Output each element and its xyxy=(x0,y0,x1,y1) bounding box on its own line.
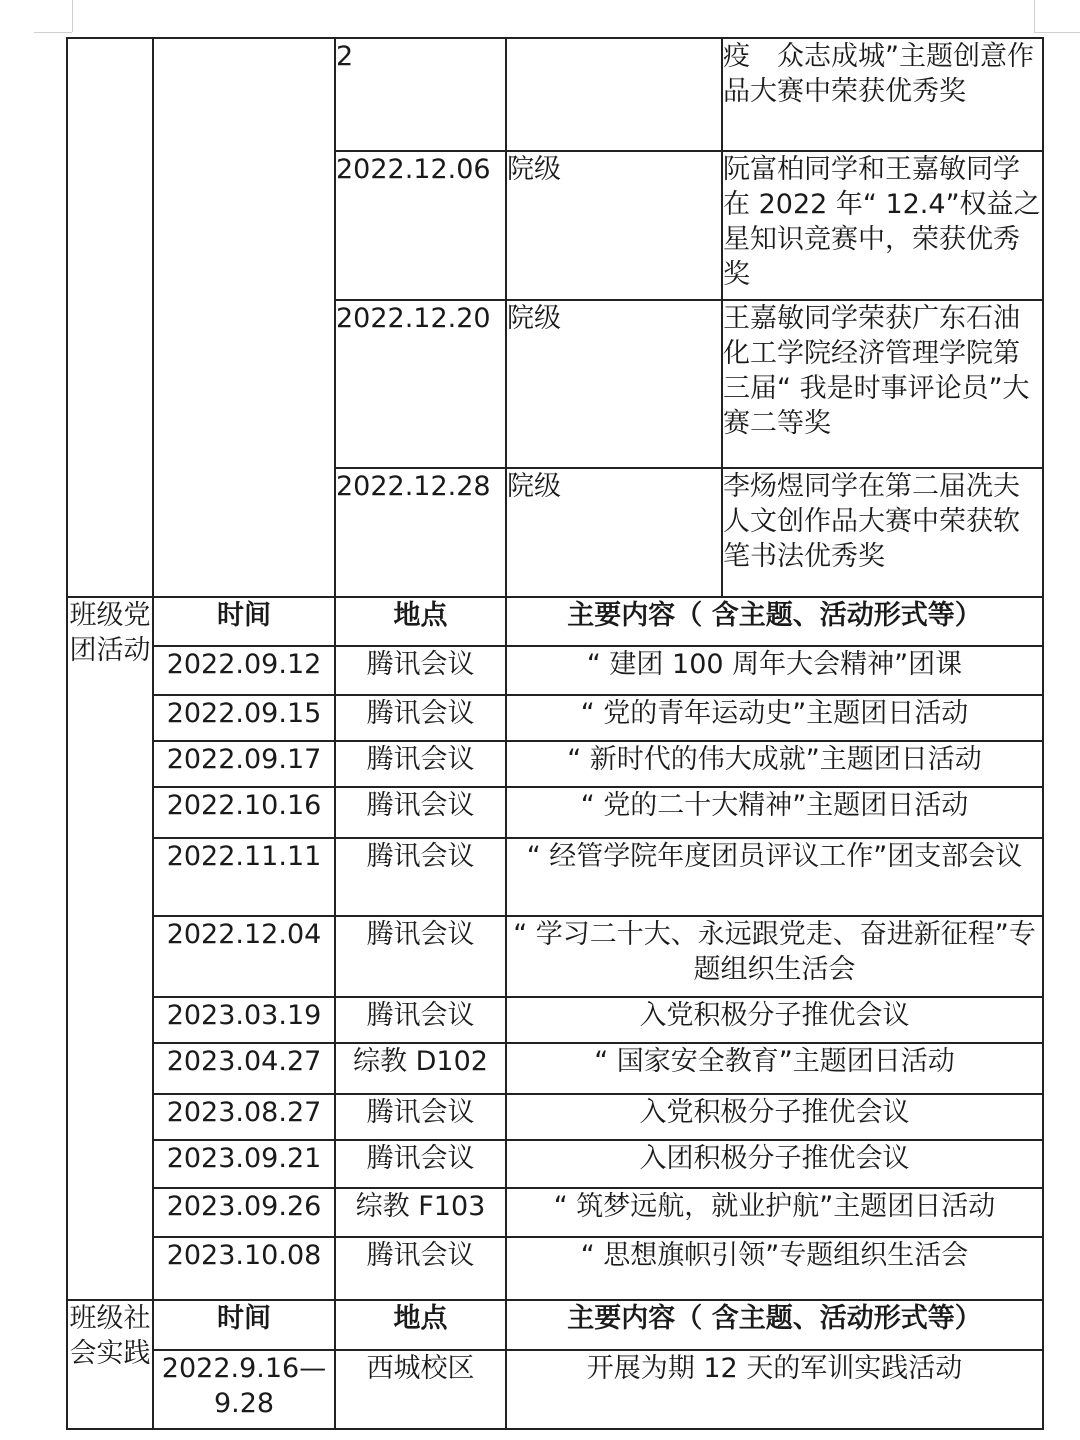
party-content: “ 学习二十大、永远跟党走、奋进新征程”专题组织生活会 xyxy=(506,916,1043,997)
award-date: 2022.12.28 xyxy=(335,468,506,597)
social-date: 2022.9.16—9.28 xyxy=(153,1350,335,1429)
award-level: 院级 xyxy=(506,151,722,300)
crop-mark-left-h xyxy=(34,32,72,33)
social-place: 西城校区 xyxy=(335,1350,506,1429)
party-row xyxy=(67,1094,1043,1140)
party-row xyxy=(67,787,1043,838)
crop-mark-left xyxy=(72,0,73,32)
party-date: 2022.12.04 xyxy=(153,916,335,997)
party-row xyxy=(67,1140,1043,1188)
party-content: “ 筑梦远航，就业护航”主题团日活动 xyxy=(506,1188,1043,1237)
award-description: 李炀煜同学在第二届冼夫人文创作品大赛中荣获软笔书法优秀奖 xyxy=(722,468,1043,597)
party-row xyxy=(67,741,1043,787)
party-place: 腾讯会议 xyxy=(335,787,506,838)
award-description: 王嘉敏同学荣获广东石油化工学院经济管理学院第三届“ 我是时事评论员”大赛二等奖 xyxy=(722,300,1043,468)
party-row xyxy=(67,838,1043,916)
party-place: 综教 F103 xyxy=(335,1188,506,1237)
party-place: 腾讯会议 xyxy=(335,916,506,997)
party-section-label: 班级党团活动 xyxy=(67,597,153,1300)
party-place: 腾讯会议 xyxy=(335,1237,506,1300)
party-place: 腾讯会议 xyxy=(335,1140,506,1188)
party-content: “ 经管学院年度团员评议工作”团支部会议 xyxy=(506,838,1043,916)
party-place: 腾讯会议 xyxy=(335,997,506,1043)
award-description: 阮富柏同学和王嘉敏同学在 2022 年“ 12.4”权益之星知识竞赛中，荣获优秀奖 xyxy=(722,151,1043,300)
party-content: “ 党的二十大精神”主题团日活动 xyxy=(506,787,1043,838)
awards-section-label-cell xyxy=(67,38,153,597)
party-place: 腾讯会议 xyxy=(335,741,506,787)
party-place: 腾讯会议 xyxy=(335,695,506,741)
header-place: 地点 xyxy=(335,597,506,646)
party-row xyxy=(67,1237,1043,1300)
party-place: 腾讯会议 xyxy=(335,1094,506,1140)
party-row xyxy=(67,916,1043,997)
header-place: 地点 xyxy=(335,1300,506,1350)
award-date: 2 xyxy=(335,38,506,151)
award-row xyxy=(67,38,1043,151)
party-date: 2023.03.19 xyxy=(153,997,335,1043)
party-place: 综教 D102 xyxy=(335,1043,506,1094)
social-row xyxy=(67,1350,1043,1429)
party-date: 2022.09.17 xyxy=(153,741,335,787)
party-content: “ 思想旗帜引领”专题组织生活会 xyxy=(506,1237,1043,1300)
party-row xyxy=(67,1188,1043,1237)
award-level: 院级 xyxy=(506,300,722,468)
header-time: 时间 xyxy=(153,597,335,646)
awards-empty-cell xyxy=(153,38,335,597)
social-header-row xyxy=(67,1300,1043,1350)
header-content: 主要内容（ 含主题、活动形式等） xyxy=(506,597,1043,646)
social-section-label: 班级社会实践 xyxy=(67,1300,153,1429)
activity-table xyxy=(66,37,1044,1430)
party-content: 入党积极分子推优会议 xyxy=(506,997,1043,1043)
party-row xyxy=(67,695,1043,741)
header-time: 时间 xyxy=(153,1300,335,1350)
party-date: 2022.10.16 xyxy=(153,787,335,838)
party-date: 2023.09.26 xyxy=(153,1188,335,1237)
award-level xyxy=(506,38,722,151)
party-row xyxy=(67,1043,1043,1094)
party-row xyxy=(67,997,1043,1043)
social-content: 开展为期 12 天的军训实践活动 xyxy=(506,1350,1043,1429)
party-content: “ 建团 100 周年大会精神”团课 xyxy=(506,646,1043,695)
party-content: “ 党的青年运动史”主题团日活动 xyxy=(506,695,1043,741)
party-content: 入团积极分子推优会议 xyxy=(506,1140,1043,1188)
page-corner-marks xyxy=(0,0,1080,38)
party-date: 2023.04.27 xyxy=(153,1043,335,1094)
party-content: 入党积极分子推优会议 xyxy=(506,1094,1043,1140)
crop-mark-right-h xyxy=(1034,32,1080,33)
party-place: 腾讯会议 xyxy=(335,646,506,695)
party-header-row xyxy=(67,597,1043,646)
party-date: 2023.08.27 xyxy=(153,1094,335,1140)
party-date: 2022.09.12 xyxy=(153,646,335,695)
party-place: 腾讯会议 xyxy=(335,838,506,916)
party-date: 2022.09.15 xyxy=(153,695,335,741)
party-content: “ 国家安全教育”主题团日活动 xyxy=(506,1043,1043,1094)
party-content: “ 新时代的伟大成就”主题团日活动 xyxy=(506,741,1043,787)
header-content: 主要内容（ 含主题、活动形式等） xyxy=(506,1300,1043,1350)
party-row xyxy=(67,646,1043,695)
party-date: 2023.09.21 xyxy=(153,1140,335,1188)
award-date: 2022.12.06 xyxy=(335,151,506,300)
crop-mark-right xyxy=(1034,0,1035,32)
award-level: 院级 xyxy=(506,468,722,597)
party-date: 2022.11.11 xyxy=(153,838,335,916)
award-description: 疫 众志成城”主题创意作品大赛中荣获优秀奖 xyxy=(722,38,1043,151)
award-date: 2022.12.20 xyxy=(335,300,506,468)
party-date: 2023.10.08 xyxy=(153,1237,335,1300)
